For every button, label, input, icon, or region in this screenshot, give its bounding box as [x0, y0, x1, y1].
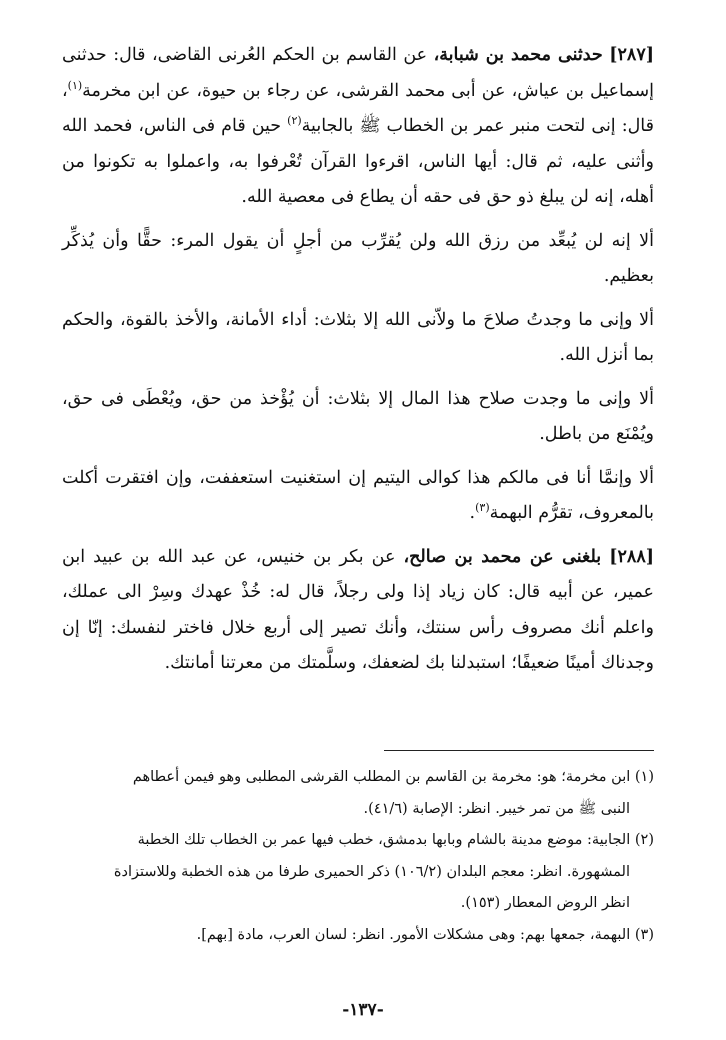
paragraph-288: [62, 540, 654, 682]
paragraph-text: ، قال: إنى لتحت منبر عمر بن الخطاب ﷺ بالجابية: [62, 80, 654, 136]
footnote-2-cont: المشهورة. انظر: معجم البلدان (١٠٦/٢) ذكر الحميرى طرفا من هذه الخطبة وللاستزادة: [113, 863, 630, 880]
entry-lead: حدثنى محمد بن شبابة،: [433, 45, 603, 65]
footnote-ref-3[interactable]: (٣): [475, 501, 490, 515]
paragraph-287-part-5: [62, 461, 654, 532]
footnote-ref-2[interactable]: (٢): [287, 114, 302, 128]
paragraph-287-part-3: ألا وإنى ما وجدتُ صلاحَ ما ولاّنى الله إلا بثلاث: أداء الأمانة، والأخذ بالقوة، والحكم بما أنزل الله.: [62, 309, 654, 365]
footnote-1: (١) ابن مخرمة؛ هو: مخرمة بن القاسم بن المطلب القرشى المطلبى وهو فيمن أعطاهم: [132, 769, 654, 785]
footnote-2-cont: انظر الروض المعطار (١٥٣).: [460, 895, 630, 911]
entry-number: [٢٨٧]: [609, 45, 654, 65]
footnote-ref-1[interactable]: (١): [67, 78, 83, 92]
paragraph-end: .: [469, 503, 476, 523]
footnote-divider: [384, 750, 654, 751]
paragraph-text: ألا وإنمَّا أنا فى مالكم هذا كوالى اليتيم إن استغنيت استعففت، وإن افتقرت أكلت بالمعروف، تقرُّم البهمة: [62, 467, 654, 523]
footnote-2: (٢) الجابية: موضع مدينة بالشام وبابها بدمشق، خطب فيها عمر بن الخطاب تلك الخطبة: [137, 832, 654, 848]
footnotes: [62, 762, 654, 951]
footnote-3: (٣) البهمة، جمعها بهم: وهى مشكلات الأمور. انظر: لسان العرب، مادة [بهم].: [196, 926, 654, 943]
page-number: -١٣٧-: [342, 1000, 384, 1020]
paragraph-text: عن القاسم بن الحكم العُرنى القاضى، قال: حدثنى إسماعيل بن عياش، عن أبى محمد القرشى، عن رجاء بن حيوة، عن ابن مخرمة: [62, 45, 654, 101]
paragraph-text: عن بكر بن خنيس، عن عبد الله بن عبيد ابن عمير، عن أبيه قال: كان زياد إذا ولى رجلاً، قال له: خُذْ عهدك وسِرْ الى عملك، واعلم أنك مصروف رأس سنتك، وأنك تصير إلى أربع خلال فاختر لنفسك: إنّا إن وجدناك أمينًا ضعيفًا؛ استبدلنا بك لضعفك، وسلَّمتك من معرتنا أمانتك.: [62, 546, 654, 673]
entry-number: [٢٨٨]: [609, 546, 654, 567]
paragraph-287-part-2: ألا إنه لن يُبعِّد من رزق الله ولن يُقرِّب من أجلٍ أن يقول المرء: حقًّا وأن يُذكِّر بعظيم.: [62, 230, 654, 286]
entry-lead: بلغنى عن محمد بن صالح،: [403, 546, 602, 567]
paragraph-text: حين قام فى الناس، فحمد الله وأثنى عليه، ثم قال: أيها الناس، اقرءوا القرآن تُعْرفوا به، واعملوا به تكونوا من أهله، إنه لن يبلغ ذو حق فى حقه أن يطاع فى معصية الله.: [62, 116, 654, 207]
paragraph-287: [62, 38, 654, 216]
paragraph-287-part-4: ألا وإنى ما وجدت صلاح هذا المال إلا بثلاث: أن يُؤْخذ من حق، ويُعْطَى فى حق، ويُمْنَع من باطل.: [62, 388, 654, 444]
footnote-1-cont: النبى ﷺ من تمر خيبر. انظر: الإصابة (٤١/٦).: [363, 800, 630, 817]
